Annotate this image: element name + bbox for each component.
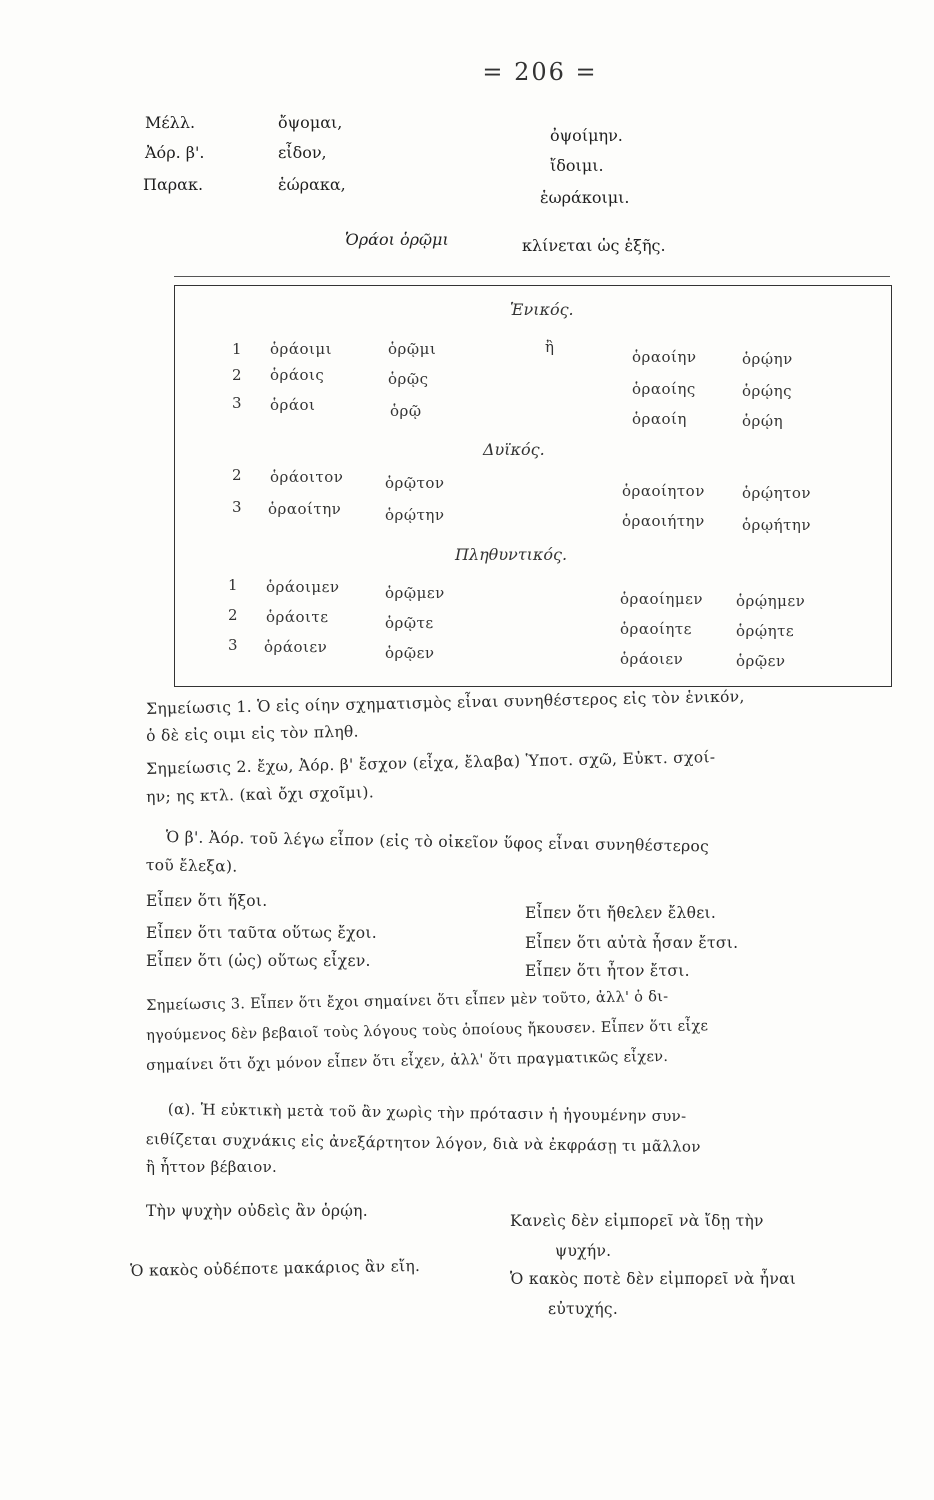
table-cell: ὁρῷτε (385, 614, 434, 632)
part-form-aorist: εἶδον, (278, 143, 327, 162)
note4-line3: σημαίνει ὅτι ὄχι μόνον εἶπεν ὅτι εἶχεν, ἀλλ' ὅτι πραγματικῶς εἶχεν. (146, 1048, 669, 1074)
example-left: Εἶπεν ὅτι ταῦτα οὕτως ἔχοι. (146, 924, 378, 942)
table-cell: ὁρῴη (742, 412, 784, 430)
note5-line2: ειθίζεται συχνάκις εἰς ἀνεξάρτητον λόγον, διὰ νὰ ἐκφράσῃ τι μᾶλλον (145, 1130, 701, 1156)
note3-line2: τοῦ ἔλεξα). (145, 856, 238, 876)
note4-line1: Σημείωσις 3. Εἶπεν ὅτι ἔχοι σημαίνει ὅτι εἶπεν μὲν τοῦτο, ἀλλ' ὁ δι- (146, 988, 669, 1014)
note3-line1: Ὁ β'. Ἀόρ. τοῦ λέγω εἶπον (εἰς τὸ οἰκεῖον ὕφος εἶναι συνηθέστερος (165, 828, 710, 856)
table-cell: ὁρῴημεν (736, 592, 806, 610)
row-number: 3 (232, 498, 242, 516)
singular-header: Ἑνικός. (510, 300, 574, 319)
final-example-right-line1: Κανεὶς δὲν εἰμπορεῖ νὰ ἴδῃ τὴν (510, 1212, 764, 1230)
table-cell: ὁρῷμεν (385, 584, 445, 602)
table-cell: ὁραοίτην (268, 500, 342, 518)
note2-line2: ην; ης κτλ. (καὶ ὄχι σχοῖμι). (146, 783, 375, 806)
table-cell: ὁρῴης (742, 382, 792, 400)
part-form-mellon: ὄψομαι, (278, 113, 343, 132)
table-cell: ὁράοιμεν (266, 578, 340, 596)
example-left: Εἶπεν ὅτι (ὡς) οὕτως εἶχεν. (146, 952, 371, 970)
part-optative-mellon: ὀψοίμην. (550, 126, 623, 145)
row-number: 3 (232, 394, 242, 412)
row-number: 1 (232, 340, 242, 358)
note5-line3: ἢ ἧττον βέβαιον. (146, 1158, 278, 1176)
note1-line2: ὁ δὲ εἰς οιμι εἰς τὸν πληθ. (146, 722, 360, 745)
declension-text: κλίνεται ὡς ἑξῆς. (522, 236, 666, 255)
table-cell: ὁρῴητον (742, 484, 812, 502)
table-cell: ὁραοιήτην (622, 512, 705, 530)
table-cell: ὁρῷς (388, 370, 429, 388)
example-left: Εἶπεν ὅτι ἥξοι. (146, 892, 268, 910)
final-example-right-line1: Ὁ κακὸς ποτὲ δὲν εἰμπορεῖ νὰ ἦναι (510, 1270, 797, 1288)
final-example-left: Τὴν ψυχὴν οὐδεὶς ἂν ὁρῴη. (146, 1202, 368, 1220)
table-cell: ὁράοι (270, 396, 316, 414)
table-cell: ὁρῷμι (388, 340, 437, 358)
table-cell: ὁράοιτον (270, 468, 344, 486)
table-cell: ὁρῴην (742, 350, 793, 368)
table-top-rule (174, 276, 890, 277)
table-cell: ὁρῳήτην (742, 516, 811, 534)
part-optative-aorist: ἴδοιμι. (550, 156, 604, 175)
table-cell: ὁραοίητον (622, 482, 705, 500)
page-number: = 206 = (482, 58, 598, 86)
example-right: Εἶπεν ὅτι αὐτὰ ἦσαν ἔτσι. (525, 934, 739, 952)
row-number: 1 (228, 576, 238, 594)
table-cell: ὁράοις (270, 366, 325, 384)
row-number: 3 (228, 636, 238, 654)
part-label-aorist: Ἀόρ. β'. (145, 143, 205, 162)
note1-line1: Σημείωσις 1. Ὁ εἰς οίην σχηματισμὸς εἶναι συνηθέστερος εἰς τὸν ἑνικόν, (146, 687, 745, 718)
declension-verb: Ὁράοι ὁρῷμι (345, 230, 449, 249)
table-cell: ὁραοίην (632, 348, 697, 366)
or-word: ἢ (545, 338, 555, 356)
example-right: Εἶπεν ὅτι ἤθελεν ἔλθει. (525, 904, 717, 922)
part-label-perfect: Παρακ. (143, 175, 204, 194)
plural-header: Πληθυντικός. (455, 545, 568, 564)
note5-line1: (α). Ἡ εὐκτικὴ μετὰ τοῦ ἂν χωρὶς τὴν πρότασιν ἡ ἡγουμένην συν- (167, 1100, 687, 1126)
row-number: 2 (232, 466, 242, 484)
row-number: 2 (228, 606, 238, 624)
table-cell: ὁραοίης (632, 380, 696, 398)
final-example-right-line2: ψυχήν. (555, 1242, 612, 1260)
table-cell: ὁραοίητε (620, 620, 692, 638)
table-cell: ὁρῷτον (385, 474, 445, 492)
table-cell: ὁρῷ (390, 402, 422, 420)
row-number: 2 (232, 366, 242, 384)
note2-line1: Σημείωσις 2. ἔχω, Ἀόρ. β' ἔσχον (εἶχα, ἔλαβα) Ὑποτ. σχῶ, Εὐκτ. σχοί- (146, 748, 716, 778)
table-cell: ὁρῴτην (385, 506, 445, 524)
part-optative-perfect: ἑωράκοιμι. (540, 188, 630, 207)
final-example-right-line2: εὐτυχής. (548, 1300, 619, 1318)
table-cell: ὁρῴητε (736, 622, 795, 640)
table-cell: ὁράοιεν (264, 638, 328, 656)
table-cell: ὁρῷεν (736, 652, 786, 670)
table-cell: ὁράοιεν (620, 650, 684, 668)
table-cell: ὁράοιμι (270, 340, 333, 358)
example-right: Εἶπεν ὅτι ἦτον ἔτσι. (525, 962, 690, 980)
part-label-mellon: Μέλλ. (145, 113, 196, 132)
dual-header: Δυϊκός. (483, 440, 545, 459)
final-example-left: Ὁ κακὸς οὐδέποτε μακάριος ἂν εἴη. (130, 1256, 421, 1280)
part-form-perfect: ἑώρακα, (278, 175, 346, 194)
table-cell: ὁραοίη (632, 410, 687, 428)
table-cell: ὁράοιτε (266, 608, 329, 626)
table-cell: ὁραοίημεν (620, 590, 704, 608)
table-cell: ὁρῷεν (385, 644, 435, 662)
note4-line2: ηγούμενος δὲν βεβαιοῖ τοὺς λόγους τοὺς ὁποίους ἤκουσεν. Εἶπεν ὅτι εἶχε (146, 1018, 709, 1044)
